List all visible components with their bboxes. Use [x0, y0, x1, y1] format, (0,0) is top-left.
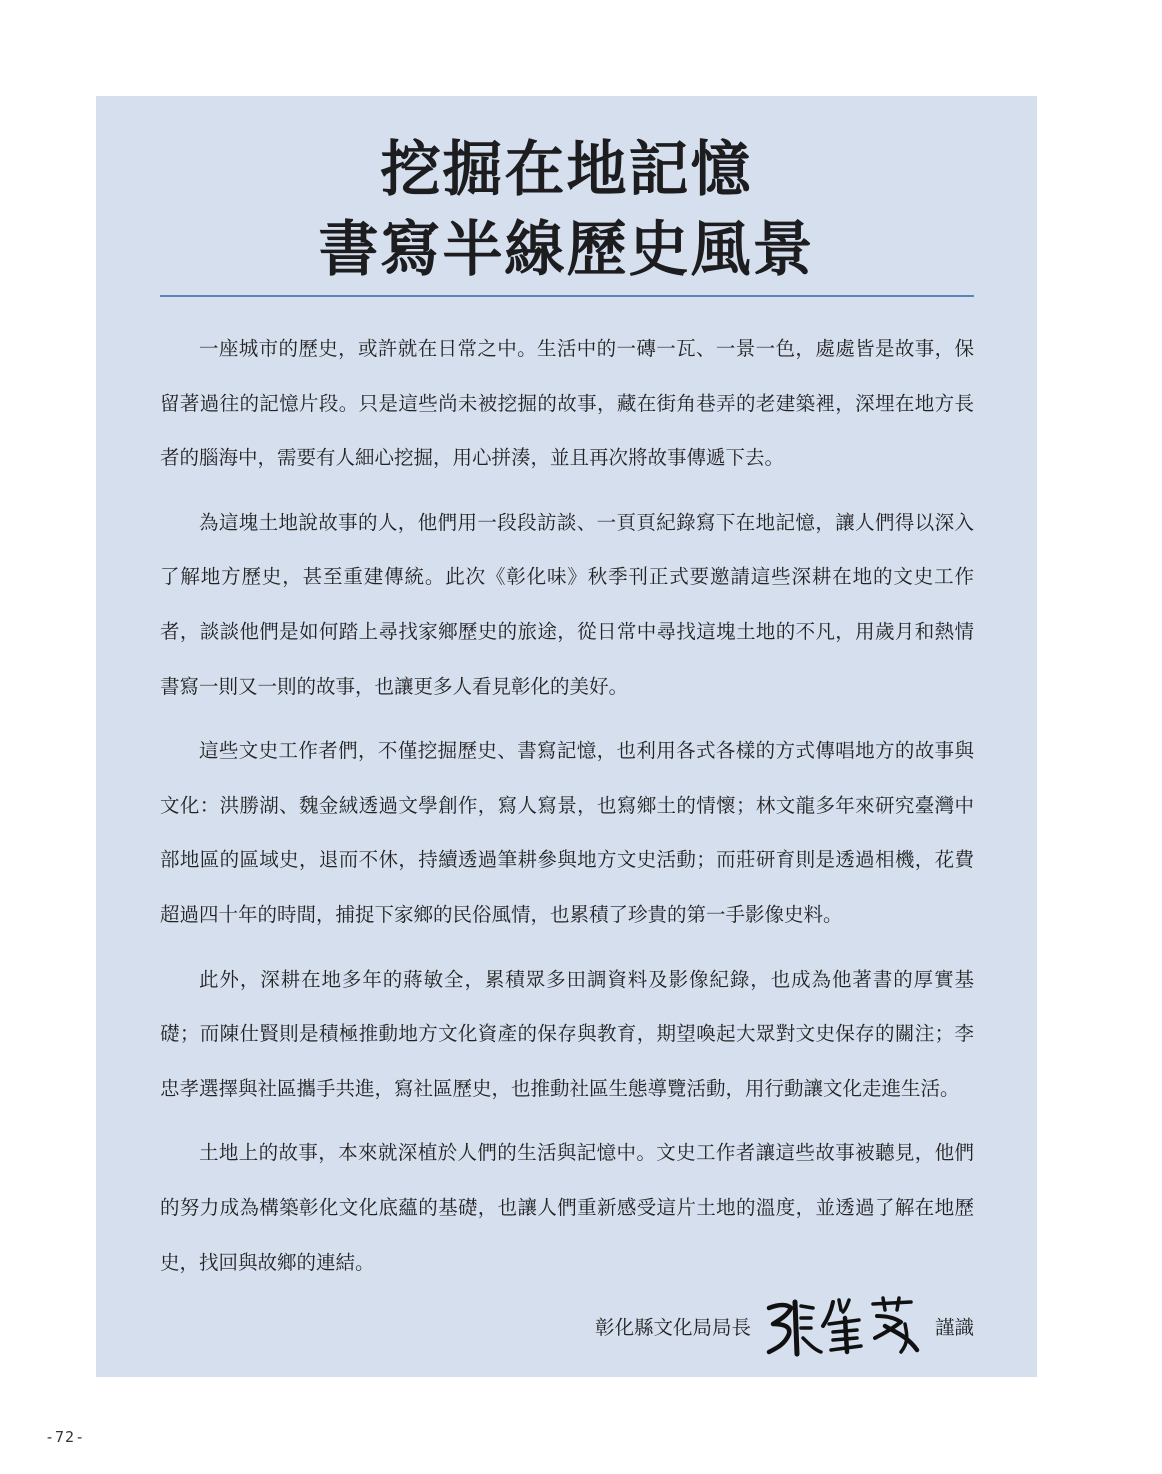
page-title-line-1: 挖掘在地記憶 — [380, 135, 753, 205]
paragraph-4: 此外，深耕在地多年的蔣敏全，累積眾多田調資料及影像紀錄，也成為他著書的厚實基礎；而陳仕賢則是積極推動地方文化資產的保存與教育，期望喚起大眾對文史保存的關注；李忠孝選擇與社區攜手共進，寫社區歷史，也推動社區生態導覽活動，用行動讓文化走進生活。 — [160, 967, 974, 1100]
article-body — [160, 322, 974, 1290]
paragraph-5: 土地上的故事，本來就深植於人們的生活與記憶中。文史工作者讓這些故事被聽見，他們的努力成為構築彰化文化底蘊的基礎，也讓人們重新感受這片土地的溫度，並透過了解在地歷史，找回與故鄉的連結。 — [160, 1141, 974, 1274]
handwritten-signature — [761, 1294, 923, 1358]
signature-block — [595, 1291, 974, 1361]
title-divider — [160, 295, 974, 297]
page-number: -72- — [45, 1428, 86, 1446]
signature-closing: 謹識 — [934, 1316, 974, 1339]
signer-title: 彰化縣文化局局長 — [594, 1316, 751, 1339]
paragraph-2: 為這塊土地說故事的人，他們用一段段訪談、一頁頁紀錄寫下在地記憶，讓人們得以深入了解地方歷史，甚至重建傳統。此次《彰化味》秋季刊正式要邀請這些深耕在地的文史工作者，談談他們是如何踏上尋找家鄉歷史的旅途，從日常中尋找這塊土地的不凡，用歲月和熱情書寫一則又一則的故事，也讓更多人看見彰化的美好。 — [160, 510, 974, 698]
page-title-line-2: 書寫半線歷史風景 — [318, 215, 815, 285]
foreword-panel — [96, 96, 1037, 1377]
paragraph-1: 一座城市的歷史，或許就在日常之中。生活中的一磚一瓦、一景一色，處處皆是故事，保留著過往的記憶片段。只是這些尚未被挖掘的故事，藏在街角巷弄的老建築裡，深埋在地方長者的腦海中，需要有人細心挖掘，用心拼湊，並且再次將故事傳遞下去。 — [160, 337, 974, 470]
paragraph-3: 這些文史工作者們，不僅挖掘歷史、書寫記憶，也利用各式各樣的方式傳唱地方的故事與文化：洪勝湖、魏金絨透過文學創作，寫人寫景，也寫鄉土的情懷；林文龍多年來研究臺灣中部地區的區域史，退而不休，持續透過筆耕參與地方文史活動；而莊研育則是透過相機，花費超過四十年的時間，捕捉下家鄉的民俗風情，也累積了珍貴的第一手影像史料。 — [160, 739, 974, 926]
